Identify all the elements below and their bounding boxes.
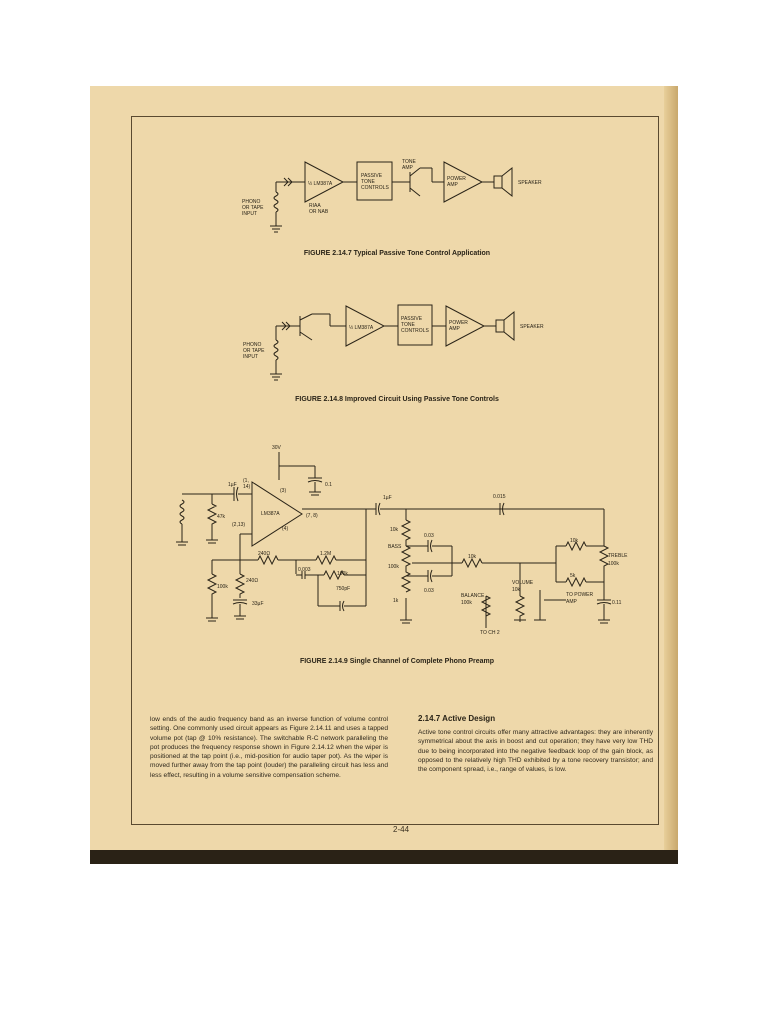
fig8-input-label: PHONO [243, 342, 262, 348]
fig9-pin-label: (3) [280, 488, 287, 494]
fig7-tone-label: PASSIVE [361, 173, 383, 179]
fig7-input-label: PHONO [242, 199, 261, 205]
fig9-supply-label: 30V [272, 445, 281, 451]
fig9-to-ch2-label: TO CH 2 [480, 630, 500, 636]
fig9-bass-label-2: 100k [388, 564, 399, 570]
fig9-balance-label: BALANCE [461, 593, 485, 599]
fig7-input-label-3: INPUT [242, 211, 257, 217]
fig9-value-label: 1.2M [320, 551, 332, 557]
fig7-tone-label-2: TONE [361, 179, 375, 185]
fig9-value-label: 0.015 [493, 494, 506, 500]
fig9-value-label: 0.03 [424, 533, 434, 539]
fig9-value-label: 100k [217, 584, 228, 590]
fig9-value-label: 0.003 [298, 567, 311, 573]
fig9-balance-label-2: 100k [461, 600, 472, 606]
fig9-value-label: 10k [390, 527, 399, 533]
fig9-bass-label: BASS [388, 544, 402, 550]
fig7-speaker-label: SPEAKER [518, 180, 542, 186]
fig9-value-label: 10k [570, 538, 579, 544]
fig9-value-label: 47k [217, 514, 226, 520]
right-body-column: Active tone control circuits offer many attractive advantages: they are inherently symmetrical about the axis in boost and cut operation; they have very low THD due to being incorporated into the negative feedback loop of the gain block, as opposed to the relatively high THD exhibited by a tone recovery transistor; and the component spread, i.e., range of values, is low. [418, 729, 653, 774]
fig9-value-label: 0.11 [612, 600, 622, 606]
fig8-tone-label-3: CONTROLS [401, 328, 429, 334]
fig9-value-label: 0.03 [424, 588, 434, 594]
fig8-speaker-label: SPEAKER [520, 324, 544, 330]
figure-2-14-8-caption: FIGURE 2.14.8 Improved Circuit Using Passive Tone Controls [295, 396, 499, 403]
fig9-pin-label: (2,13) [232, 522, 246, 528]
fig9-pin-label: (7, 8) [306, 513, 318, 519]
fig9-to-power-label: TO POWER [566, 592, 594, 598]
fig8-preamp-label: ½ LM387A [349, 325, 374, 331]
fig9-volume-label-2: 10k [512, 587, 521, 593]
fig8-tone-label-2: TONE [401, 322, 415, 328]
fig7-preamp-label: ½ LM387A [308, 181, 333, 187]
fig8-tone-label: PASSIVE [401, 316, 423, 322]
fig9-value-label: 100k [337, 571, 348, 577]
fig8-power-label: POWER [449, 320, 468, 326]
fig9-value-label: 10k [468, 554, 477, 560]
fig8-power-label-2: AMP [449, 326, 460, 332]
fig7-input-label-2: OR TAPE [242, 205, 264, 211]
fig9-value-label: 240Ω [258, 551, 271, 557]
fig9-value-label: 0.1 [325, 482, 332, 488]
fig9-treble-label-2: 100k [608, 561, 619, 567]
fig9-value-label: 1µF [383, 495, 392, 501]
fig9-ic-label: LM387A [261, 511, 280, 517]
fig7-tone-label-3: CONTROLS [361, 185, 389, 191]
fig8-input-label-3: INPUT [243, 354, 258, 360]
fig9-treble-label: TREBLE [608, 553, 628, 559]
fig7-riaa-label-2: OR NAB [309, 209, 329, 215]
left-body-column: low ends of the audio frequency band as an inverse function of volume control setting. One commonly used circuit appears as Figure 2.14.11 and uses a tapped volume pot (tap @ 10% resistance). The switchable R-C network paralleling the pot produces the frequency response shown in Figure 2.14.12 when the wiper is positioned at the tap point (i.e., mid-position for audio taper pot). As the wiper is moved further away from the tap point (louder) the paralleling circuit has less and less effect, resulting in a volume sensitive compensation scheme. [150, 716, 388, 779]
page-number: 2-44 [393, 825, 410, 834]
fig7-riaa-label: RIAA [309, 203, 321, 209]
section-heading: 2.14.7 Active Design [418, 714, 496, 723]
fig9-pin-label: 14) [243, 484, 251, 490]
fig9-volume-label: VOLUME [512, 580, 534, 586]
fig9-value-label: 240Ω [246, 578, 259, 584]
figure-2-14-8-diagram [270, 305, 514, 380]
fig7-toneamp-label-2: AMP [402, 165, 413, 171]
fig9-to-power-label-2: AMP [566, 599, 577, 605]
fig9-pin-label: (4) [282, 526, 289, 532]
figure-2-14-7-caption: FIGURE 2.14.7 Typical Passive Tone Control Application [303, 250, 491, 257]
fig9-value-label: 5k [570, 573, 576, 579]
fig7-power-label: POWER [447, 176, 466, 182]
fig9-value-label: 1k [393, 598, 399, 604]
fig8-input-label-2: OR TAPE [243, 348, 265, 354]
fig9-value-label: 750pF [336, 586, 351, 592]
fig9-value-label: 1µF [228, 482, 237, 488]
figure-2-14-9-caption: FIGURE 2.14.9 Single Channel of Complete Phono Preamp [299, 658, 495, 665]
fig9-value-label: 33µF [252, 601, 264, 607]
figure-2-14-7-diagram [270, 162, 512, 232]
fig7-toneamp-label: TONE [402, 159, 416, 165]
fig9-pin-label: (1, [243, 478, 249, 484]
fig7-power-label-2: AMP [447, 182, 458, 188]
